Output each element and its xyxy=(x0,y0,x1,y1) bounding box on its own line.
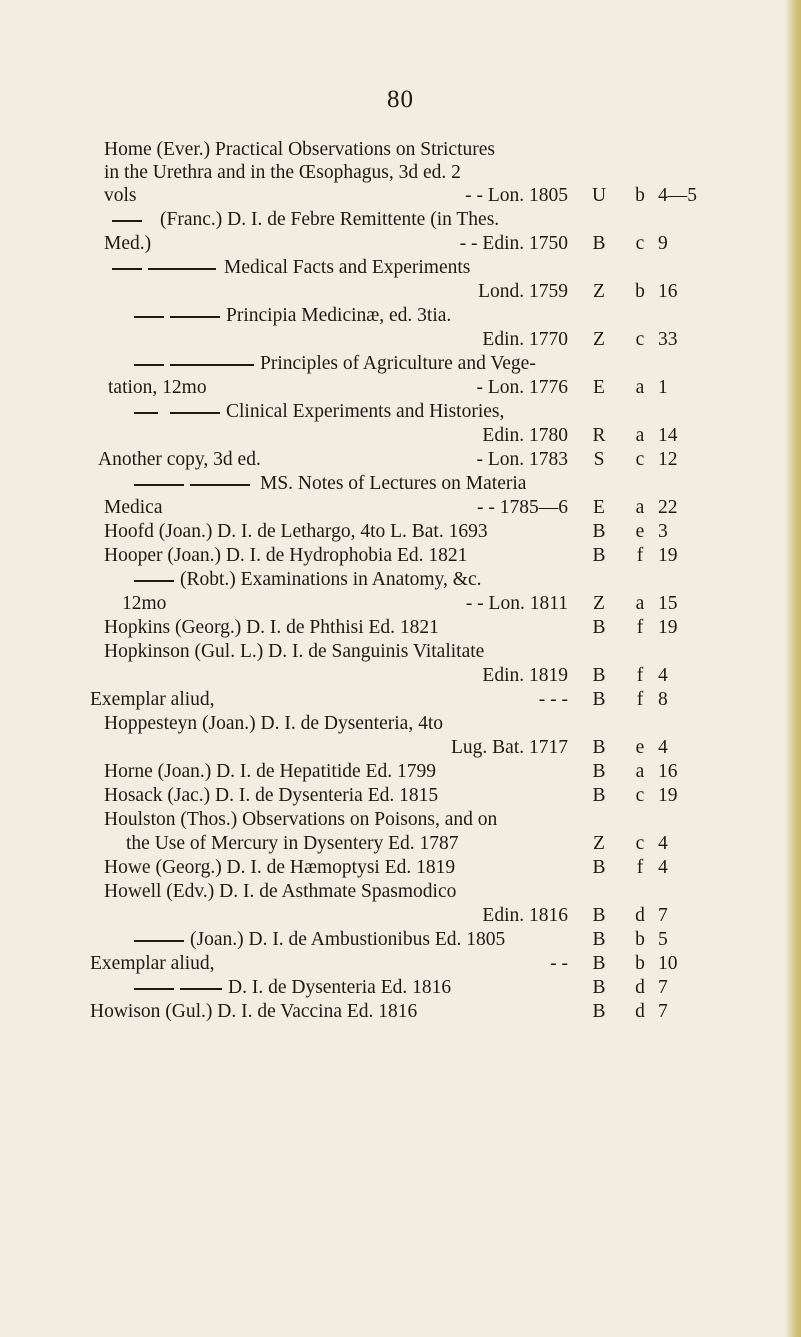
ditto-rule xyxy=(170,364,254,366)
shelf-mark: B xyxy=(592,665,606,686)
shelf-letter: f xyxy=(636,617,644,638)
entry-text: tation, 12mo xyxy=(108,377,207,398)
entry-text: in the Urethra and in the Œsophagus, 3d ed. 2 xyxy=(104,162,461,183)
entry-place: - - - xyxy=(538,689,568,710)
shelf-letter: c xyxy=(635,233,645,254)
ditto-rule xyxy=(134,484,184,486)
ditto-rule xyxy=(134,364,164,366)
entry-text: MS. Notes of Lectures on Materia xyxy=(260,473,527,494)
shelf-letter: a xyxy=(635,761,645,782)
shelf-number: 4 xyxy=(658,857,668,878)
entry-text: Medica xyxy=(104,497,163,518)
shelf-mark: U xyxy=(591,185,607,206)
entry-text: (Robt.) Examinations in Anatomy, &c. xyxy=(180,569,482,590)
shelf-number: 4 xyxy=(658,833,668,854)
shelf-number: 19 xyxy=(658,545,678,566)
entry-place: - - Lon. 1811 xyxy=(465,593,568,614)
shelf-mark: Z xyxy=(593,281,605,302)
shelf-mark: E xyxy=(593,377,605,398)
entry-place: - - xyxy=(550,953,568,974)
shelf-number: 33 xyxy=(658,329,678,350)
entry-text: Exemplar aliud, xyxy=(90,689,215,710)
shelf-mark: B xyxy=(592,785,606,806)
shelf-mark: B xyxy=(592,545,606,566)
entry-text: 12mo xyxy=(122,593,167,614)
shelf-letter: b xyxy=(635,281,645,302)
shelf-mark: B xyxy=(592,521,606,542)
catalog-line xyxy=(90,997,764,1026)
shelf-number: 1 xyxy=(658,377,668,398)
shelf-mark: E xyxy=(593,497,605,518)
entry-place: Edin. 1819 xyxy=(482,665,568,686)
shelf-mark: B xyxy=(592,617,606,638)
entry-place: - - Lon. 1805 xyxy=(465,185,568,206)
ditto-rule xyxy=(134,940,184,942)
shelf-number: 15 xyxy=(658,593,678,614)
entry-text: Howell (Edv.) D. I. de Asthmate Spasmodico xyxy=(104,881,457,902)
shelf-mark: B xyxy=(592,761,606,782)
ditto-rule xyxy=(134,988,174,990)
shelf-mark: B xyxy=(592,1001,606,1022)
shelf-letter: e xyxy=(635,521,645,542)
ditto-rule xyxy=(134,316,164,318)
shelf-letter: e xyxy=(635,737,645,758)
entry-text: Clinical Experiments and Histories, xyxy=(226,401,505,422)
shelf-letter: a xyxy=(635,593,645,614)
shelf-number: 3 xyxy=(658,521,668,542)
shelf-mark: Z xyxy=(593,329,605,350)
entry-text: Hooper (Joan.) D. I. de Hydrophobia Ed. 1821 xyxy=(104,545,468,566)
shelf-letter: a xyxy=(635,425,645,446)
ditto-rule xyxy=(112,268,142,270)
entry-text: Principles of Agriculture and Vege- xyxy=(260,353,536,374)
shelf-letter: d xyxy=(635,977,645,998)
shelf-letter: c xyxy=(635,449,645,470)
entry-text: Hopkins (Georg.) D. I. de Phthisi Ed. 1821 xyxy=(104,617,439,638)
shelf-letter: d xyxy=(635,905,645,926)
ditto-rule xyxy=(190,484,250,486)
entry-text: the Use of Mercury in Dysentery Ed. 1787 xyxy=(126,833,459,854)
shelf-number: 10 xyxy=(658,953,678,974)
shelf-mark: B xyxy=(592,737,606,758)
entry-text: Howe (Georg.) D. I. de Hæmoptysi Ed. 1819 xyxy=(104,857,456,878)
shelf-number: 5 xyxy=(658,929,668,950)
shelf-number: 16 xyxy=(658,281,678,302)
ditto-rule xyxy=(134,580,174,582)
shelf-number: 4—5 xyxy=(658,185,697,206)
entry-place: - Lon. 1776 xyxy=(476,377,568,398)
entry-text: (Franc.) D. I. de Febre Remittente (in Thes. xyxy=(160,209,500,230)
entry-text: D. I. de Dysenteria Ed. 1816 xyxy=(228,977,452,998)
shelf-letter: f xyxy=(636,689,644,710)
entry-text: Hopkinson (Gul. L.) D. I. de Sanguinis Vitalitate xyxy=(104,641,485,662)
ditto-rule xyxy=(180,988,222,990)
shelf-letter: c xyxy=(635,833,645,854)
entry-text: Another copy, 3d ed. xyxy=(98,449,261,470)
shelf-number: 4 xyxy=(658,665,668,686)
shelf-mark: B xyxy=(592,977,606,998)
shelf-mark: B xyxy=(592,905,606,926)
shelf-number: 4 xyxy=(658,737,668,758)
page-number: 80 xyxy=(387,86,414,113)
page-edge xyxy=(785,0,801,1337)
entry-place: Edin. 1780 xyxy=(482,425,568,446)
entry-text: Principia Medicinæ, ed. 3tia. xyxy=(226,305,452,326)
shelf-letter: b xyxy=(635,185,645,206)
shelf-mark: Z xyxy=(593,593,605,614)
shelf-mark: B xyxy=(592,929,606,950)
ditto-rule xyxy=(134,412,158,414)
entry-text: Horne (Joan.) D. I. de Hepatitide Ed. 1799 xyxy=(104,761,436,782)
entry-text: Home (Ever.) Practical Observations on Strictures xyxy=(104,139,495,160)
shelf-letter: f xyxy=(636,545,644,566)
entry-text: Howison (Gul.) D. I. de Vaccina Ed. 1816 xyxy=(90,1001,418,1022)
shelf-letter: f xyxy=(636,857,644,878)
shelf-number: 19 xyxy=(658,617,678,638)
shelf-letter: a xyxy=(635,497,645,518)
entry-text: Hoppesteyn (Joan.) D. I. de Dysenteria, 4to xyxy=(104,713,443,734)
ditto-rule xyxy=(148,268,216,270)
shelf-mark: B xyxy=(592,233,606,254)
entry-text: Hosack (Jac.) D. I. de Dysenteria Ed. 1815 xyxy=(104,785,439,806)
entry-text: Houlston (Thos.) Observations on Poisons, and on xyxy=(104,809,498,830)
entry-place: - - 1785—6 xyxy=(477,497,568,518)
entry-text: (Joan.) D. I. de Ambustionibus Ed. 1805 xyxy=(190,929,506,950)
shelf-letter: a xyxy=(635,377,645,398)
shelf-number: 9 xyxy=(658,233,668,254)
shelf-letter: b xyxy=(635,953,645,974)
ditto-rule xyxy=(170,412,220,414)
shelf-letter: f xyxy=(636,665,644,686)
entry-text: vols xyxy=(104,185,137,206)
shelf-number: 8 xyxy=(658,689,668,710)
ditto-rule xyxy=(112,220,142,222)
shelf-number: 16 xyxy=(658,761,678,782)
shelf-number: 12 xyxy=(658,449,678,470)
entry-text: Hoofd (Joan.) D. I. de Lethargo, 4to L. Bat. 1693 xyxy=(104,521,488,542)
shelf-number: 19 xyxy=(658,785,678,806)
shelf-number: 7 xyxy=(658,905,668,926)
shelf-mark: B xyxy=(592,857,606,878)
shelf-number: 7 xyxy=(658,977,668,998)
entry-place: Lug. Bat. 1717 xyxy=(451,737,568,758)
shelf-mark: S xyxy=(593,449,605,470)
shelf-letter: c xyxy=(635,329,645,350)
shelf-letter: c xyxy=(635,785,645,806)
shelf-mark: B xyxy=(592,953,606,974)
entry-place: - Lon. 1783 xyxy=(476,449,568,470)
shelf-mark: Z xyxy=(593,833,605,854)
ditto-rule xyxy=(170,316,220,318)
entry-text: Medical Facts and Experiments xyxy=(224,257,471,278)
shelf-mark: B xyxy=(592,689,606,710)
entry-place: Edin. 1770 xyxy=(482,329,568,350)
shelf-number: 22 xyxy=(658,497,678,518)
shelf-number: 7 xyxy=(658,1001,668,1022)
entry-text: Med.) xyxy=(104,233,152,254)
entry-place: - - Edin. 1750 xyxy=(459,233,568,254)
entry-text: Exemplar aliud, xyxy=(90,953,215,974)
entry-place: Lond. 1759 xyxy=(478,281,568,302)
shelf-letter: d xyxy=(635,1001,645,1022)
entry-place: Edin. 1816 xyxy=(482,905,568,926)
shelf-mark: R xyxy=(592,425,606,446)
shelf-number: 14 xyxy=(658,425,678,446)
shelf-letter: b xyxy=(635,929,645,950)
